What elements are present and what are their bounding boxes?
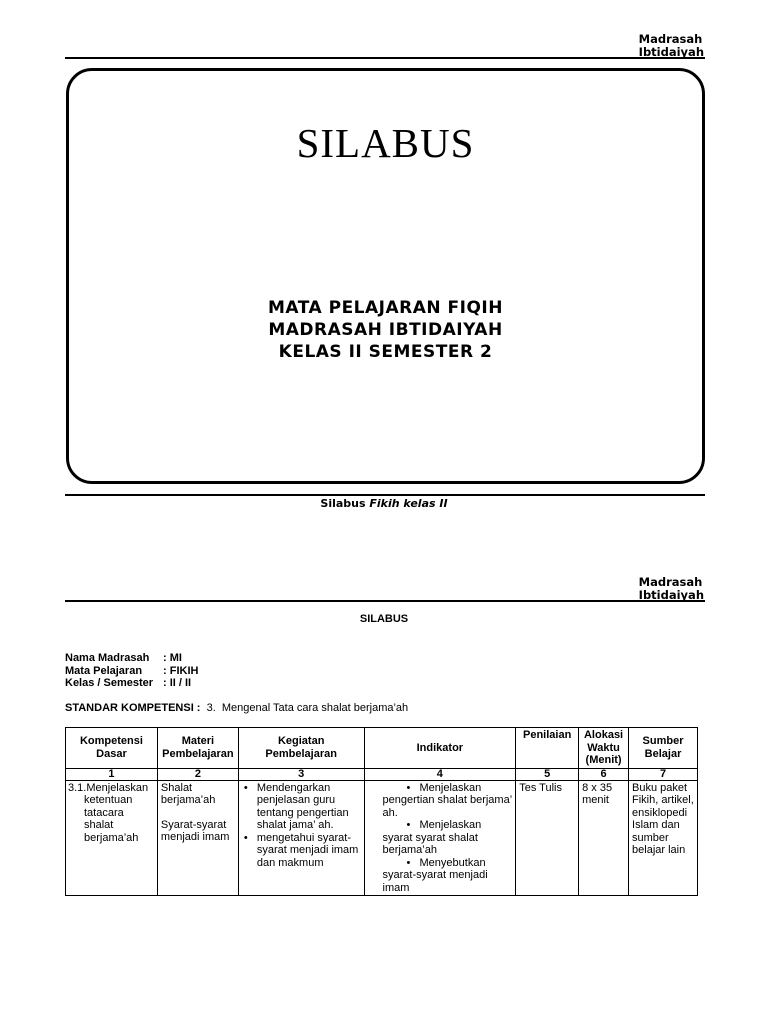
col-number: 5 (516, 768, 579, 780)
indikator-text: Menjelaskan pengertian shalat berjama’ ah. (382, 781, 512, 819)
header-rule (65, 57, 705, 59)
meta-label: Nama Madrasah (65, 652, 150, 664)
col-number: 6 (579, 768, 629, 780)
indikator-text: Menjelaskan syarat syarat shalat berjama’ah (382, 819, 482, 856)
header-madrasah-2 (639, 576, 704, 602)
standar-kompetensi (65, 702, 408, 714)
meta-value: : II / II (163, 677, 192, 689)
syllabus-title: SILABUS (359, 613, 409, 625)
col-number: 4 (364, 768, 516, 780)
col-header-alokasi: Alokasi Waktu (Menit) (579, 728, 629, 769)
col-header-materi: Materi Pembelajaran (157, 728, 238, 769)
col-number: 3 (238, 768, 364, 780)
cover-subtitle-line-2: MADRASAH IBTIDAIYAH (268, 320, 503, 340)
table-row (66, 780, 698, 896)
header-line-2: Ibtidaiyah (638, 588, 704, 602)
indikator-item (383, 819, 513, 857)
meta-row (65, 665, 198, 678)
indikator-text: Menyebutkan syarat-syarat menjadi imam (382, 856, 488, 894)
meta-row (65, 677, 198, 690)
col-header-indikator: Indikator (364, 728, 516, 769)
cell-indikator (364, 780, 516, 896)
meta-row (65, 652, 198, 665)
header-line-2: Ibtidaiyah (638, 45, 704, 59)
table-header-row (66, 728, 698, 769)
footer-rule (65, 494, 705, 496)
cell-sumber: Buku paket Fikih, artikel, ensiklopedi Islam dan sumber belajar lain (629, 780, 698, 896)
meta-value: : FIKIH (163, 664, 199, 677)
header-line-1: Madrasah (638, 575, 703, 589)
cover-box (66, 68, 705, 484)
footer-text: Silabus (320, 497, 370, 510)
cover-title: SILABUS (296, 120, 475, 166)
syllabus-table (65, 727, 698, 896)
col-number: 7 (629, 768, 698, 780)
header-rule-2 (65, 600, 705, 602)
cover-subtitle-line-1: MATA PELAJARAN FIQIH (268, 298, 503, 318)
header-madrasah (639, 33, 704, 59)
col-number: 2 (157, 768, 238, 780)
sk-value: 3. Mengenal Tata cara shalat berjama’ah (200, 702, 409, 714)
col-header-sumber: Sumber Belajar (629, 728, 698, 769)
page-footer (0, 497, 768, 510)
materi-item: Shalat berjama’ah (160, 781, 216, 806)
syllabus-meta (65, 652, 198, 690)
footer-italic-text: Fikih kelas II (369, 497, 448, 510)
cell-alokasi: 8 x 35 menit (579, 780, 629, 896)
meta-label: Kelas / Semester (65, 677, 154, 689)
cover-subtitle-line-3: KELAS II SEMESTER 2 (278, 342, 493, 362)
cell-kompetensi: 3.1.Menjelaskan ketentuan tatacara shalat berjama’ah (66, 780, 158, 896)
col-header-penilaian: Penilaian (516, 728, 579, 769)
cell-penilaian: Tes Tulis (516, 780, 579, 896)
cell-kegiatan (238, 780, 364, 896)
indikator-item (383, 857, 513, 895)
table-number-row (66, 768, 698, 780)
cover-subtitle (69, 297, 702, 363)
kegiatan-item: • mengetahui syarat-syarat menjadi imam dan makmum (257, 832, 361, 870)
materi-item: Syarat-syarat menjadi imam (160, 818, 230, 843)
meta-label: Mata Pelajaran (65, 664, 143, 677)
header-line-1: Madrasah (638, 32, 703, 46)
meta-value: : MI (163, 652, 182, 664)
indikator-item (383, 782, 513, 820)
sk-label: STANDAR KOMPETENSI : (65, 702, 201, 714)
cell-materi (157, 780, 238, 896)
col-number: 1 (66, 768, 158, 780)
col-header-kegiatan: Kegiatan Pembelajaran (238, 728, 364, 769)
kegiatan-item: • Mendengarkan penjelasan guru tentang pengertian shalat jama’ ah. (257, 782, 361, 832)
col-header-kompetensi: Kompetensi Dasar (66, 728, 158, 769)
